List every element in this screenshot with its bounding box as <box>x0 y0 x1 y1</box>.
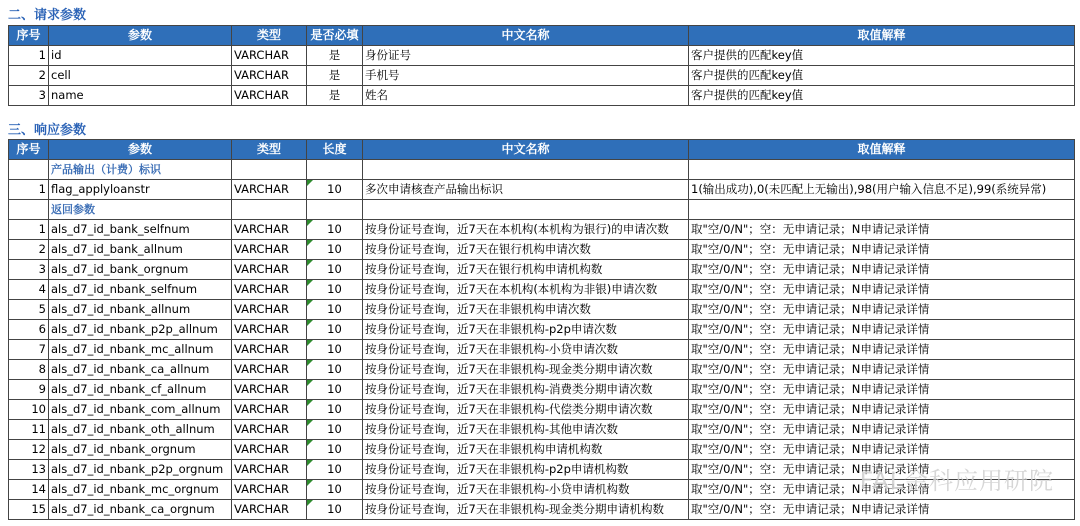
cell-length: 10 <box>307 340 363 360</box>
cell-cn-name: 姓名 <box>363 86 689 106</box>
cell-cn-name: 按身份证号查询，近7天在非银机构-小贷申请机构数 <box>363 480 689 500</box>
cell-param: als_d7_id_nbank_oth_allnum <box>49 420 232 440</box>
cell-cn-name: 按身份证号查询，近7天在非银机构-代偿类分期申请次数 <box>363 400 689 420</box>
table-row <box>9 46 1075 66</box>
cell-no: 15 <box>9 500 49 520</box>
cell-value-desc: 取"空/0/N"；空：无申请记录；N申请记录详情 <box>689 480 1075 500</box>
cell-cn-name: 按身份证号查询，近7天在银行机构申请机构数 <box>363 260 689 280</box>
cell-value-desc: 客户提供的匹配key值 <box>689 86 1075 106</box>
cell-length: 10 <box>307 420 363 440</box>
cell-no: 2 <box>9 66 49 86</box>
cell-no: 12 <box>9 440 49 460</box>
cell-length: 10 <box>307 320 363 340</box>
cell-type: VARCHAR <box>232 300 307 320</box>
cell-cn-name: 按身份证号查询，近7天在非银机构-其他申请次数 <box>363 420 689 440</box>
header-value-desc: 取值解释 <box>689 140 1075 160</box>
cell-required: 是 <box>307 86 363 106</box>
cell-param: als_d7_id_nbank_cf_allnum <box>49 380 232 400</box>
cell-length: 10 <box>307 380 363 400</box>
cell-value-desc: 取"空/0/N"；空：无申请记录；N申请记录详情 <box>689 280 1075 300</box>
cell-length: 10 <box>307 440 363 460</box>
table-row <box>9 300 1075 320</box>
cell-length: 10 <box>307 400 363 420</box>
cell-type: VARCHAR <box>232 46 307 66</box>
header-type: 类型 <box>232 26 307 46</box>
cell-param: als_d7_id_nbank_com_allnum <box>49 400 232 420</box>
header-required: 是否必填 <box>307 26 363 46</box>
cell-length: 10 <box>307 480 363 500</box>
table-row <box>9 66 1075 86</box>
group-label-row <box>9 160 1075 180</box>
table-row <box>9 460 1075 480</box>
cell-param: als_d7_id_nbank_ca_orgnum <box>49 500 232 520</box>
group-label-row <box>9 200 1075 220</box>
cell-value-desc: 取"空/0/N"；空：无申请记录；N申请记录详情 <box>689 360 1075 380</box>
cell-no: 8 <box>9 360 49 380</box>
cell-cn-name: 多次申请核查产品输出标识 <box>363 180 689 200</box>
table-row <box>9 380 1075 400</box>
cell-no: 3 <box>9 260 49 280</box>
cell-type: VARCHAR <box>232 86 307 106</box>
cell-value-desc: 取"空/0/N"；空：无申请记录；N申请记录详情 <box>689 420 1075 440</box>
header-no: 序号 <box>9 140 49 160</box>
cell-cn-name: 按身份证号查询，近7天在本机构(本机构为银行)的申请次数 <box>363 220 689 240</box>
cell-type: VARCHAR <box>232 280 307 300</box>
cell-no: 4 <box>9 280 49 300</box>
cell-no: 6 <box>9 320 49 340</box>
table-row <box>9 260 1075 280</box>
table-row <box>9 480 1075 500</box>
cell-param: als_d7_id_nbank_mc_orgnum <box>49 480 232 500</box>
cell-value-desc: 取"空/0/N"；空：无申请记录；N申请记录详情 <box>689 380 1075 400</box>
cell-no: 13 <box>9 460 49 480</box>
cell-cn-name: 按身份证号查询，近7天在银行机构申请次数 <box>363 240 689 260</box>
cell-cn-name: 按身份证号查询，近7天在非银机构-现金类分期申请机构数 <box>363 500 689 520</box>
cell-param: als_d7_id_nbank_mc_allnum <box>49 340 232 360</box>
cell-type: VARCHAR <box>232 360 307 380</box>
header-no: 序号 <box>9 26 49 46</box>
cell-value-desc: 取"空/0/N"；空：无申请记录；N申请记录详情 <box>689 300 1075 320</box>
request-params-table <box>8 25 1075 106</box>
table-row <box>9 180 1075 200</box>
cell-no: 10 <box>9 400 49 420</box>
cell-no: 11 <box>9 420 49 440</box>
header-param: 参数 <box>49 140 232 160</box>
cell-length: 10 <box>307 240 363 260</box>
cell-length: 10 <box>307 280 363 300</box>
cell-no: 14 <box>9 480 49 500</box>
cell-length: 10 <box>307 460 363 480</box>
cell-param: als_d7_id_bank_allnum <box>49 240 232 260</box>
table-row <box>9 500 1075 520</box>
cell-cn-name: 按身份证号查询，近7天在非银机构-p2p申请次数 <box>363 320 689 340</box>
cell-param: cell <box>49 66 232 86</box>
cell-type: VARCHAR <box>232 220 307 240</box>
cell-required: 是 <box>307 66 363 86</box>
cell-value-desc: 取"空/0/N"；空：无申请记录；N申请记录详情 <box>689 260 1075 280</box>
cell-type: VARCHAR <box>232 180 307 200</box>
table-row <box>9 400 1075 420</box>
group-label-return: 返回参数 <box>49 200 232 220</box>
cell-value-desc: 取"空/0/N"；空：无申请记录；N申请记录详情 <box>689 340 1075 360</box>
cell-param: als_d7_id_nbank_orgnum <box>49 440 232 460</box>
table-row <box>9 220 1075 240</box>
cell-cn-name: 按身份证号查询，近7天在非银机构申请机构数 <box>363 440 689 460</box>
cell-param: als_d7_id_bank_selfnum <box>49 220 232 240</box>
cell-no: 1 <box>9 180 49 200</box>
cell-type: VARCHAR <box>232 240 307 260</box>
cell-param: als_d7_id_nbank_allnum <box>49 300 232 320</box>
cell-value-desc: 取"空/0/N"；空：无申请记录；N申请记录详情 <box>689 440 1075 460</box>
cell-length: 10 <box>307 180 363 200</box>
header-cn-name: 中文名称 <box>363 140 689 160</box>
cell-param: id <box>49 46 232 66</box>
cell-length: 10 <box>307 260 363 280</box>
cell-value-desc: 1(输出成功),0(未匹配上无输出),98(用户输入信息不足),99(系统异常) <box>689 180 1075 200</box>
table-row <box>9 86 1075 106</box>
cell-value-desc: 取"空/0/N"；空：无申请记录；N申请记录详情 <box>689 220 1075 240</box>
cell-cn-name: 身份证号 <box>363 46 689 66</box>
cell-value-desc: 取"空/0/N"；空：无申请记录；N申请记录详情 <box>689 320 1075 340</box>
cell-type: VARCHAR <box>232 400 307 420</box>
cell-no: 3 <box>9 86 49 106</box>
cell-required: 是 <box>307 46 363 66</box>
cell-value-desc: 取"空/0/N"；空：无申请记录；N申请记录详情 <box>689 240 1075 260</box>
table-header-row <box>9 26 1075 46</box>
cell-type: VARCHAR <box>232 380 307 400</box>
cell-param: name <box>49 86 232 106</box>
header-cn-name: 中文名称 <box>363 26 689 46</box>
cell-type: VARCHAR <box>232 420 307 440</box>
section-title-response: 三、响应参数 <box>8 123 87 138</box>
cell-length: 10 <box>307 500 363 520</box>
group-label-billing: 产品输出（计费）标识 <box>49 160 232 180</box>
watermark-text: FAL金科应用研院 <box>859 467 1054 495</box>
cell-param: als_d7_id_nbank_selfnum <box>49 280 232 300</box>
cell-cn-name: 手机号 <box>363 66 689 86</box>
section-title-request: 二、请求参数 <box>8 8 87 23</box>
table-row <box>9 340 1075 360</box>
cell-type: VARCHAR <box>232 460 307 480</box>
cell-type: VARCHAR <box>232 440 307 460</box>
cell-no: 5 <box>9 300 49 320</box>
cell-cn-name: 按身份证号查询，近7天在非银机构-消费类分期申请次数 <box>363 380 689 400</box>
cell-cn-name: 按身份证号查询，近7天在本机构(本机构为非银)申请次数 <box>363 280 689 300</box>
table-row <box>9 440 1075 460</box>
cell-cn-name: 按身份证号查询，近7天在非银机构-现金类分期申请次数 <box>363 360 689 380</box>
cell-type: VARCHAR <box>232 260 307 280</box>
cell-value-desc: 取"空/0/N"；空：无申请记录；N申请记录详情 <box>689 460 1075 480</box>
cell-no: 7 <box>9 340 49 360</box>
cell-param: flag_applyloanstr <box>49 180 232 200</box>
cell-type: VARCHAR <box>232 340 307 360</box>
cell-no: 1 <box>9 46 49 66</box>
cell-no: 2 <box>9 240 49 260</box>
cell-type: VARCHAR <box>232 500 307 520</box>
table-row <box>9 320 1075 340</box>
cell-param: als_d7_id_nbank_ca_allnum <box>49 360 232 380</box>
cell-param: als_d7_id_nbank_p2p_allnum <box>49 320 232 340</box>
cell-param: als_d7_id_nbank_p2p_orgnum <box>49 460 232 480</box>
cell-cn-name: 按身份证号查询，近7天在非银机构申请次数 <box>363 300 689 320</box>
cell-length: 10 <box>307 300 363 320</box>
cell-no: 1 <box>9 220 49 240</box>
cell-cn-name: 按身份证号查询，近7天在非银机构-小贷申请次数 <box>363 340 689 360</box>
cell-type: VARCHAR <box>232 320 307 340</box>
cell-no: 9 <box>9 380 49 400</box>
header-length: 长度 <box>307 140 363 160</box>
table-header-row <box>9 140 1075 160</box>
cell-value-desc: 取"空/0/N"；空：无申请记录；N申请记录详情 <box>689 400 1075 420</box>
header-type: 类型 <box>232 140 307 160</box>
header-param: 参数 <box>49 26 232 46</box>
cell-length: 10 <box>307 220 363 240</box>
cell-cn-name: 按身份证号查询，近7天在非银机构-p2p申请机构数 <box>363 460 689 480</box>
cell-value-desc: 客户提供的匹配key值 <box>689 66 1075 86</box>
header-value-desc: 取值解释 <box>689 26 1075 46</box>
cell-length: 10 <box>307 360 363 380</box>
cell-type: VARCHAR <box>232 480 307 500</box>
response-params-table <box>8 139 1075 520</box>
cell-type: VARCHAR <box>232 66 307 86</box>
cell-param: als_d7_id_bank_orgnum <box>49 260 232 280</box>
cell-value-desc: 取"空/0/N"；空：无申请记录；N申请记录详情 <box>689 500 1075 520</box>
table-row <box>9 360 1075 380</box>
table-row <box>9 240 1075 260</box>
cell-value-desc: 客户提供的匹配key值 <box>689 46 1075 66</box>
table-row <box>9 420 1075 440</box>
table-row <box>9 280 1075 300</box>
